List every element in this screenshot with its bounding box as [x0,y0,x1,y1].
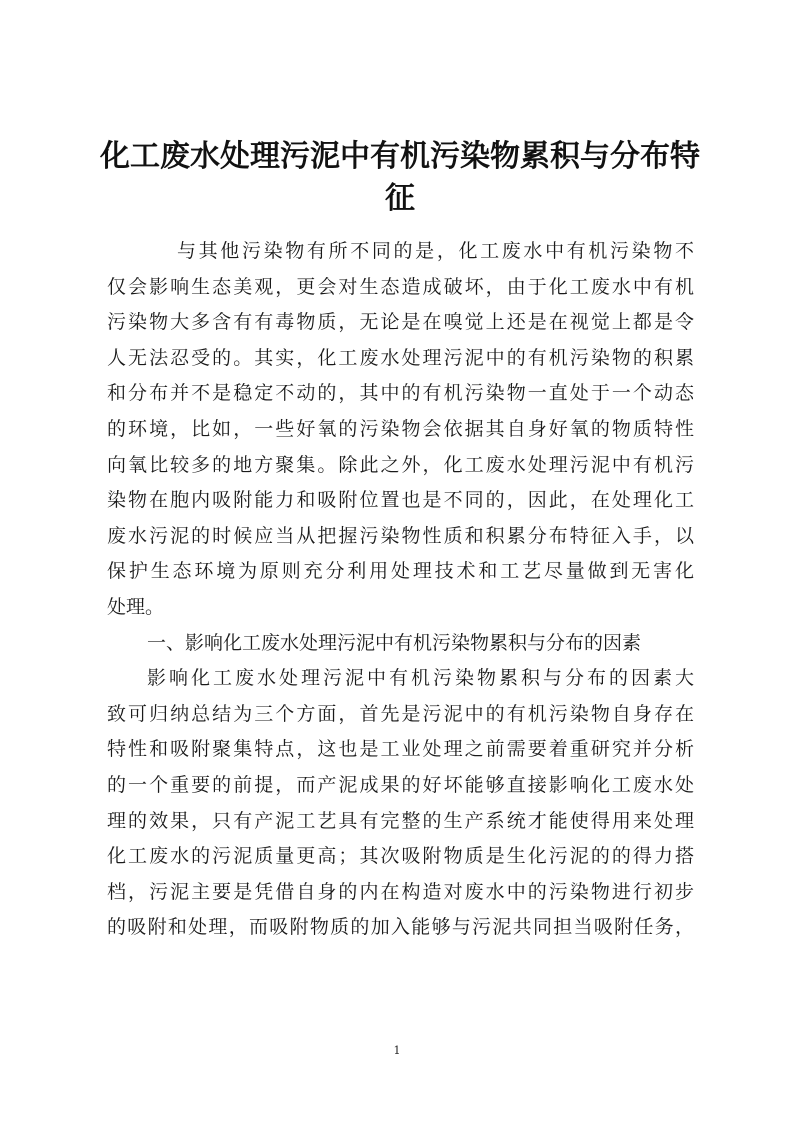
paragraph-line: 档，污泥主要是凭借自身的内在构造对废水中的污染物进行初步 [107,880,694,903]
paragraph-line: 人无法忍受的。其实，化工废水处理污泥中的有机污染物的积累 [107,346,694,369]
title-line-1: 化工废水处理污泥中有机污染物累积与分布特 [100,139,700,174]
paragraph-line: 和分布并不是稳定不动的，其中的有机污染物一直处于一个动态 [107,382,694,405]
paragraph-line: 向氧比较多的地方聚集。除此之外，化工废水处理污泥中有机污 [107,453,694,476]
document-title [100,136,700,220]
paragraph-line: 特性和吸附聚集特点，这也是工业处理之前需要着重研究并分析 [107,738,694,761]
paragraph-line: 仅会影响生态美观，更会对生态造成破坏，由于化工废水中有机 [107,275,694,298]
paragraph-line: 致可归纳总结为三个方面，首先是污泥中的有机污染物自身存在 [107,702,694,725]
document-body [107,234,694,946]
paragraph-line: 理的效果，只有产泥工艺具有完整的生产系统才能使得用来处理 [107,809,694,832]
paragraph-line: 处理。 [107,595,165,618]
paragraph-line: 废水污泥的时候应当从把握污染物性质和积累分布特征入手，以 [107,524,694,547]
paragraph-2 [107,661,694,946]
title-line-2: 征 [385,181,415,216]
paragraph-line: 的吸附和处理，而吸附物质的加入能够与污泥共同担当吸附任务， [107,916,694,939]
paragraph-line: 的一个重要的前提，而产泥成果的好坏能够直接影响化工废水处 [107,773,694,796]
paragraph-line: 污染物大多含有有毒物质，无论是在嗅觉上还是在视觉上都是令 [107,311,694,334]
paragraph-line: 与其他污染物有所不同的是，化工废水中有机污染物不 [177,240,694,262]
section-heading: 一、影响化工废水处理污泥中有机污染物累积与分布的因素 [147,631,642,654]
paragraph-line: 影响化工废水处理污泥中有机污染物累积与分布的因素大 [147,667,694,690]
paragraph-line: 的环境，比如，一些好氧的污染物会依据其自身好氧的物质特性 [107,417,694,440]
paragraph-line: 保护生态环境为原则充分利用处理技术和工艺尽量做到无害化 [107,560,694,583]
paragraph-line: 染物在胞内吸附能力和吸附位置也是不同的，因此，在处理化工 [107,489,694,512]
paragraph-1 [107,234,694,626]
paragraph-line: 化工废水的污泥质量更高；其次吸附物质是生化污泥的的得力搭 [107,845,694,868]
page-number: 1 [393,1044,401,1057]
